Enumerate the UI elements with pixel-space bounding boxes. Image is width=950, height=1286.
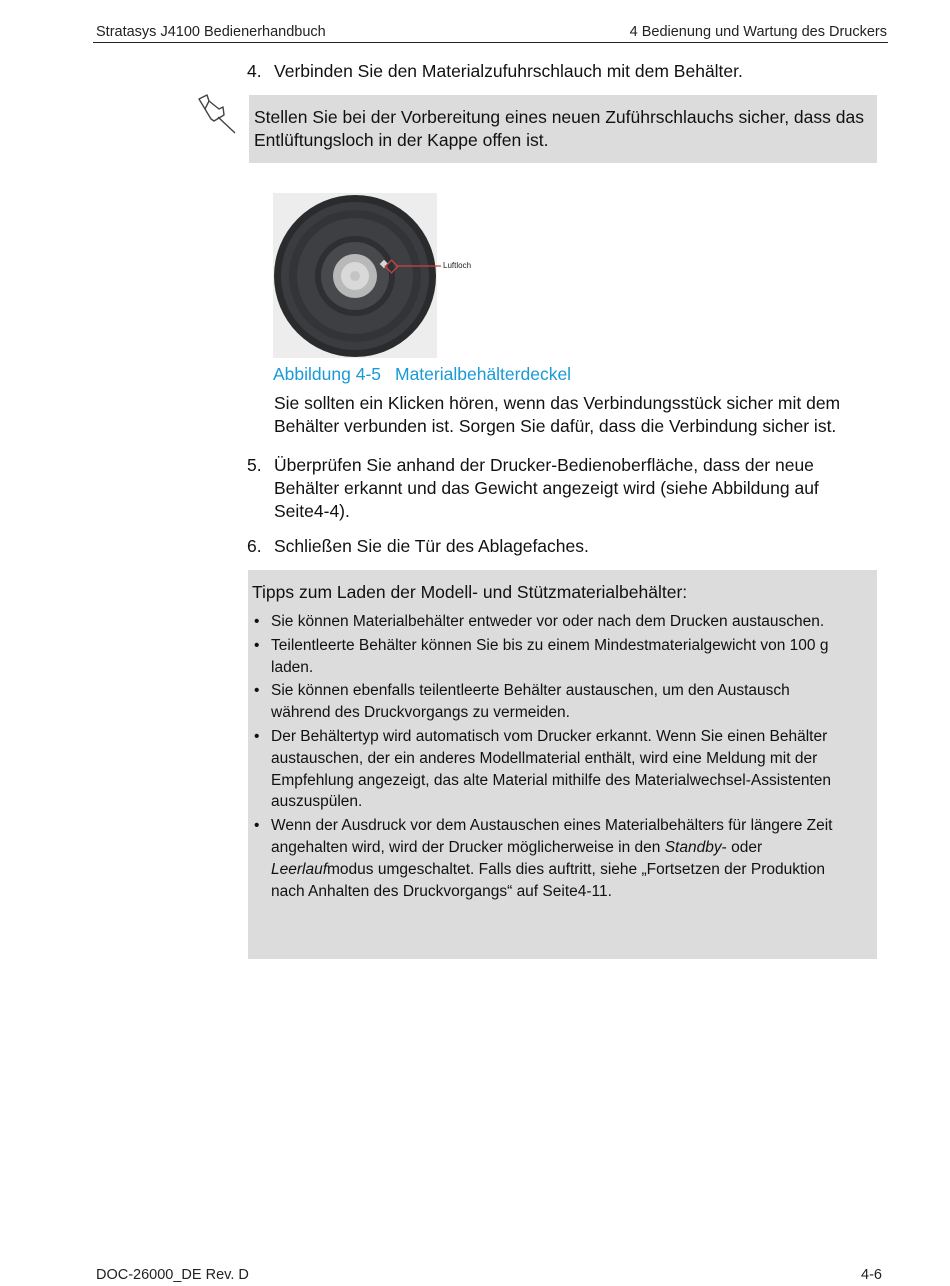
mode-idle: Leerlauf bbox=[271, 860, 328, 878]
bullet: • bbox=[254, 636, 260, 654]
list-item bbox=[252, 815, 837, 902]
footer-doc-id: DOC-26000_DE Rev. D bbox=[96, 1267, 249, 1283]
step-5 bbox=[247, 454, 877, 523]
tip-text bbox=[271, 817, 832, 899]
tips-list bbox=[252, 611, 837, 902]
step-number: 6. bbox=[247, 536, 262, 556]
step-text: Schließen Sie die Tür des Ablagefaches. bbox=[274, 536, 589, 556]
step-4-followup: Sie sollten ein Klicken hören, wenn das Verbindungsstück sicher mit dem Behälter verbunden ist. Sorgen Sie dafür, dass die Verbindung sicher ist. bbox=[274, 393, 841, 436]
tip-text: Der Behältertyp wird automatisch vom Drucker erkannt. Wenn Sie einen Behälter austauschen, der ein anderes Modellmaterial enthält, wird eine Meldung mit der Empfehlung angezeigt, das alte Material mithilfe des Materialwechsel-Assistenten auszuspülen. bbox=[271, 727, 832, 811]
tip-text-part: - oder bbox=[721, 838, 763, 856]
bullet: • bbox=[254, 613, 260, 630]
caption-number: Abbildung 4-5 bbox=[273, 364, 381, 384]
mode-standby: Standby bbox=[664, 838, 722, 856]
air-hole-label: Luftloch bbox=[443, 261, 472, 270]
step-number: 4. bbox=[247, 61, 262, 81]
bullet: • bbox=[254, 682, 260, 700]
pushpin-icon bbox=[193, 93, 239, 137]
step-number: 5. bbox=[247, 455, 262, 475]
tip-text-part: Wenn der Ausdruck vor dem Austauschen eines Materialbehälters für längere Zeit angehalten wird, wird der Drucker möglicherweise in den bbox=[271, 817, 833, 856]
step-text: Verbinden Sie den Materialzufuhrschlauch mit dem Behälter. bbox=[274, 61, 743, 81]
tip-text: Sie können Materialbehälter entweder vor oder nach dem Drucken austauschen. bbox=[271, 613, 825, 630]
bullet: • bbox=[254, 817, 260, 835]
step-text: Überprüfen Sie anhand der Drucker-Bedienoberfläche, dass der neue Behälter erkannt und das Gewicht angezeigt wird (siehe Abbildung auf Seite4-4). bbox=[274, 455, 819, 521]
note-box bbox=[249, 95, 877, 163]
note-text: Stellen Sie bei der Vorbereitung eines neuen Zuführschlauchs sicher, dass das Entlüftungsloch in der Kappe offen ist. bbox=[254, 107, 864, 150]
header-chapter-title: 4 Bedienung und Wartung des Druckers bbox=[629, 24, 887, 40]
tip-text: Sie können ebenfalls teilentleerte Behälter austauschen, um den Austausch während des Druckvorgangs zu vermeiden. bbox=[271, 682, 790, 722]
footer-page-number: 4-6 bbox=[861, 1267, 882, 1283]
figure-caption bbox=[273, 364, 571, 385]
header-manual-title: Stratasys J4100 Bedienerhandbuch bbox=[96, 24, 326, 40]
tips-box bbox=[248, 570, 877, 959]
tip-text-part: modus umgeschaltet. Falls dies auftritt, siehe „Fortsetzen der Produktion nach Anhalten des Druckvorgangs“ auf Seite4-11. bbox=[271, 860, 825, 900]
step-6 bbox=[247, 535, 877, 558]
header-divider bbox=[93, 42, 888, 43]
list-item bbox=[252, 635, 837, 679]
list-item bbox=[252, 680, 837, 724]
step-4 bbox=[247, 60, 877, 83]
bullet: • bbox=[254, 727, 260, 745]
tips-title: Tipps zum Laden der Modell- und Stützmaterialbehälter: bbox=[252, 582, 688, 602]
list-item bbox=[252, 611, 837, 633]
list-item bbox=[252, 726, 837, 813]
caption-title: Materialbehälterdeckel bbox=[395, 364, 572, 384]
tip-text: Teilentleerte Behälter können Sie bis zu einem Mindestmaterialgewicht von 100 g laden. bbox=[271, 636, 829, 676]
